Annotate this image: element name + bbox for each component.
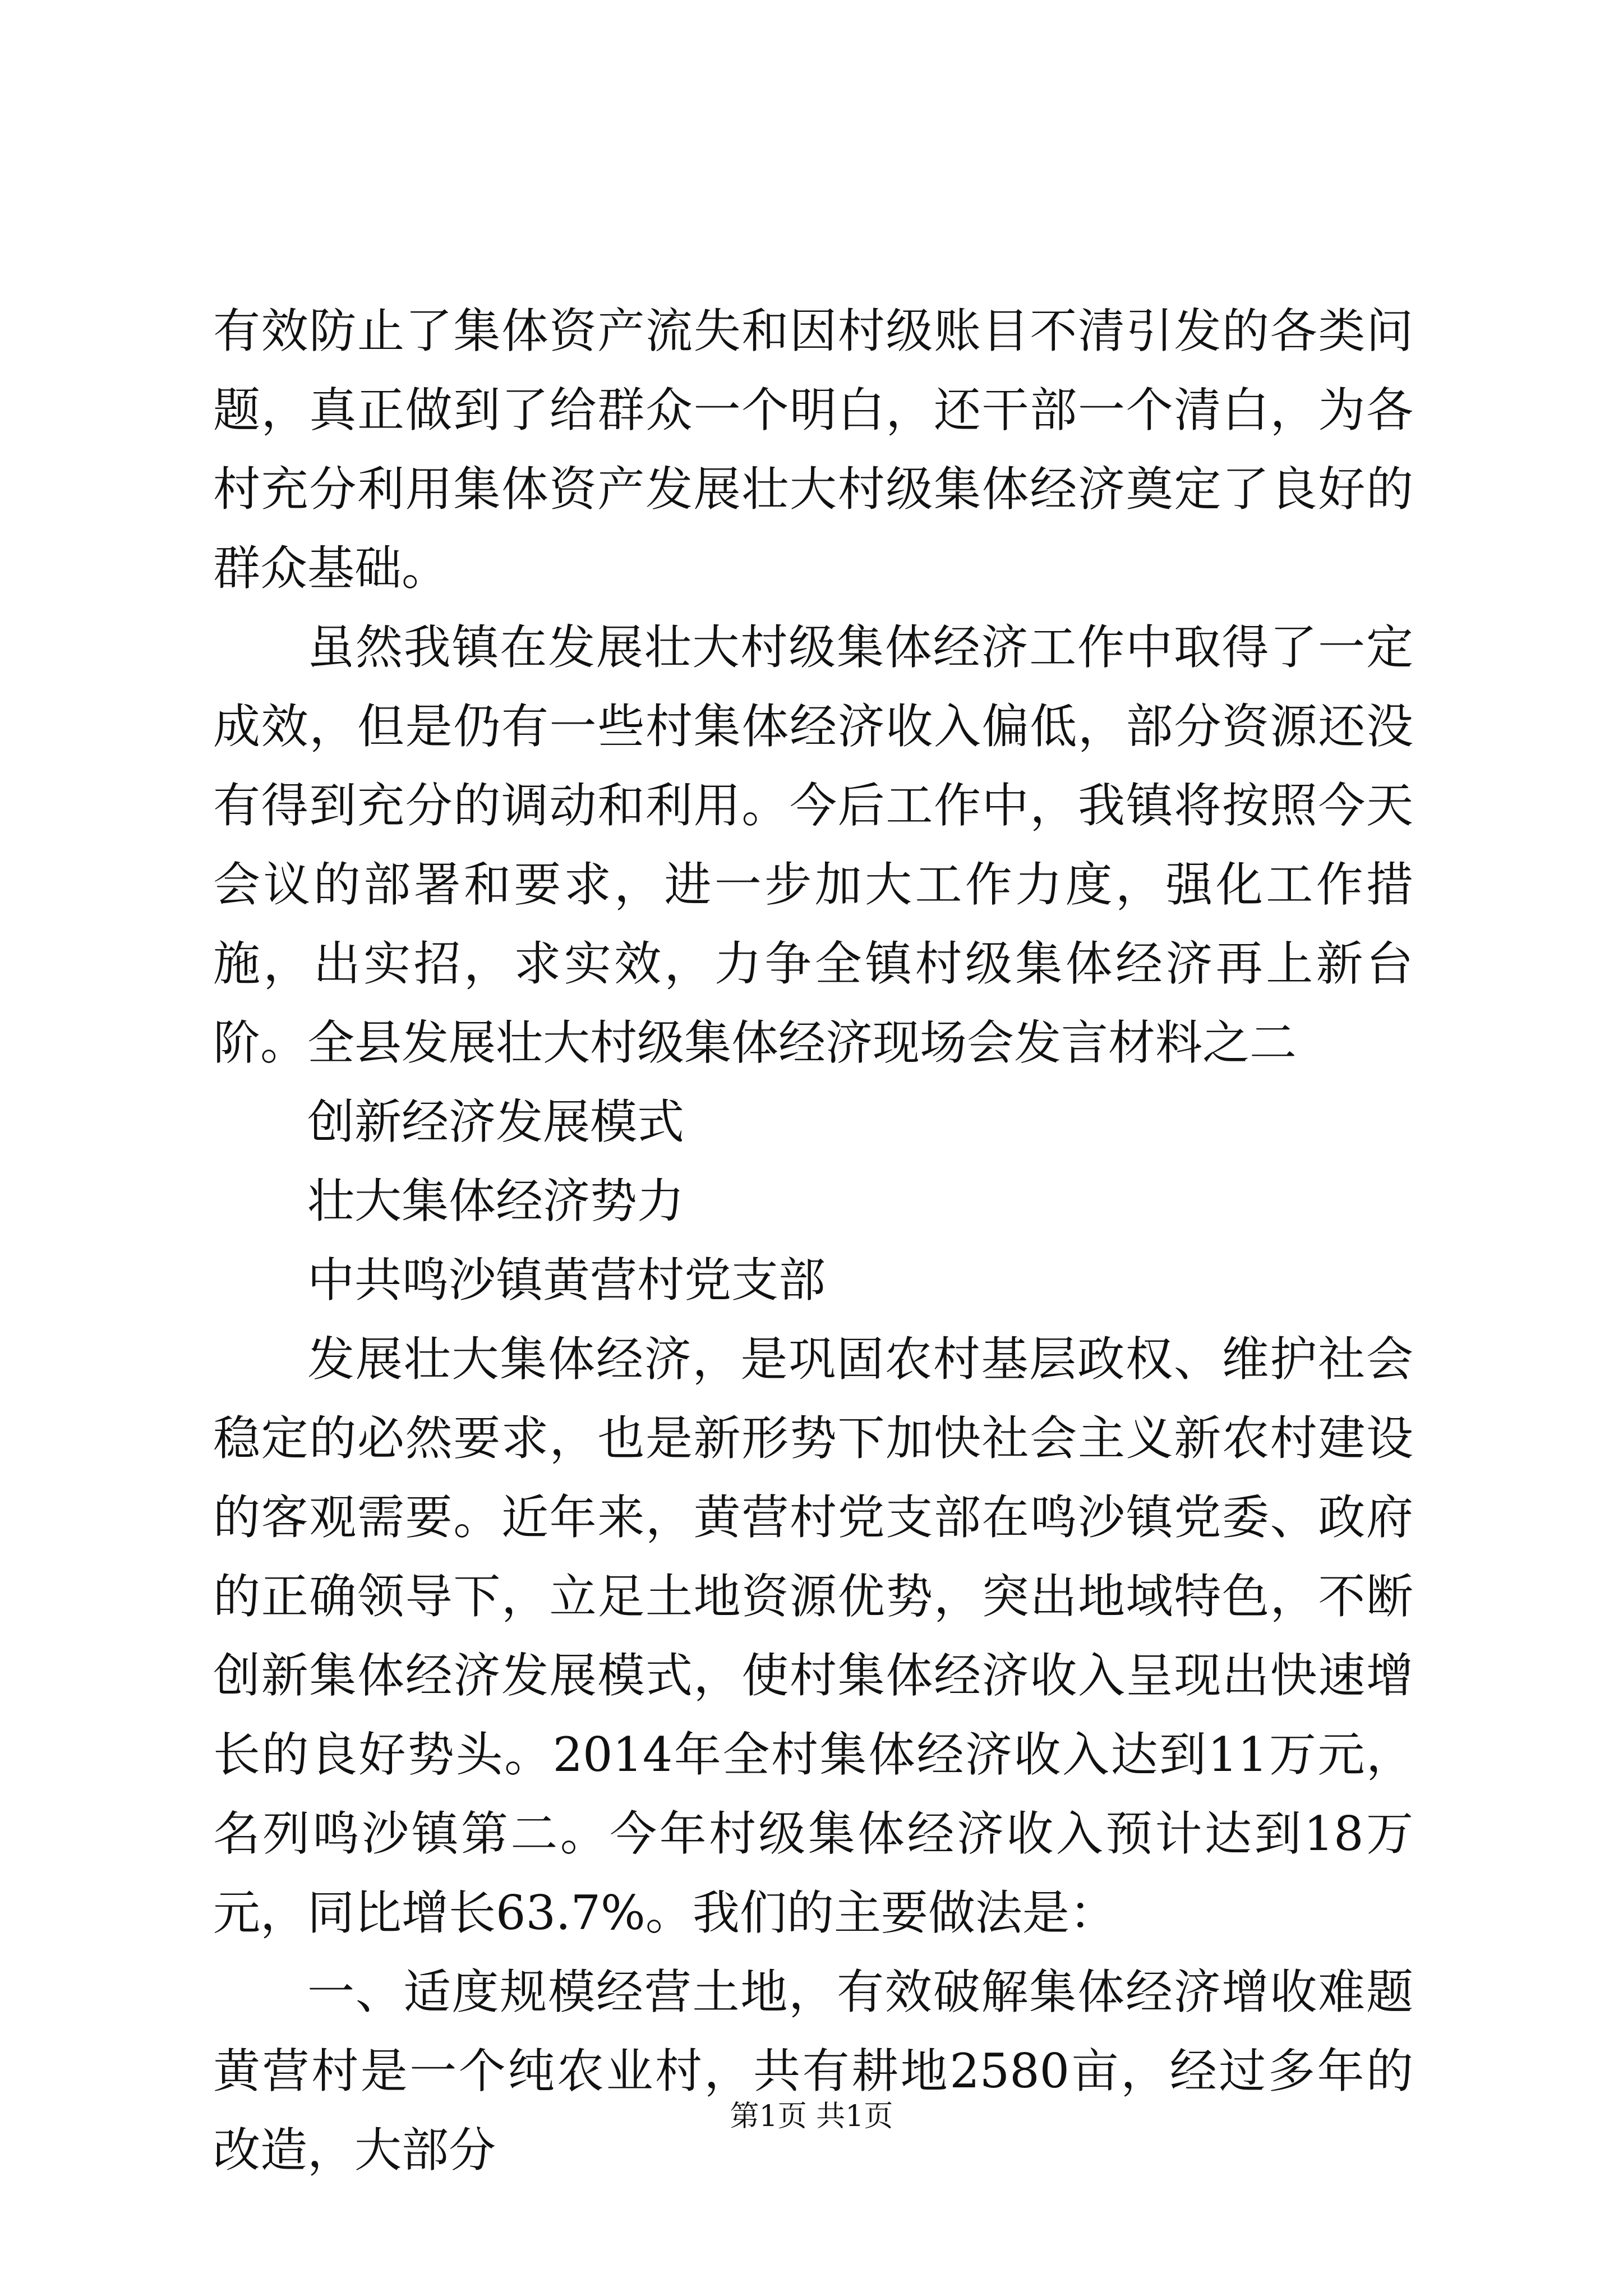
author-line: 中共鸣沙镇黄营村党支部 xyxy=(307,1253,826,1308)
page-footer: 第1页 共1页 xyxy=(730,2100,893,2133)
paragraph-3: 发展壮大集体经济，是巩固农村基层政权、维护社会稳定的必然要求，也是新形势下加快社会主义新农村建设的客观需要。近年来，黄营村党支部在鸣沙镇党委、政府的正确领导下，立足土地资源优势，突出地域特色，不断创新集体经济发展模式，使村集体经济收入呈现出快速增长的良好势头。2014年全村集体经济收入达到11万元，名列鸣沙镇第二。今年村级集体经济收入预计达到18万元，同比增长63.7%。我们的主要做法是： xyxy=(213,1332,1413,1940)
paragraph-1: 有效防止了集体资产流失和因村级账目不清引发的各类问题，真正做到了给群众一个明白，还干部一个清白，为各村充分利用集体资产发展壮大村级集体经济奠定了良好的群众基础。 xyxy=(213,303,1413,596)
section-heading-1: 创新经济发展模式 xyxy=(307,1094,685,1149)
paragraph-4: 一、适度规模经营土地，有效破解集体经济增收难题黄营村是一个纯农业村，共有耕地2580亩，经过多年的改造，大部分 xyxy=(213,1964,1413,2178)
section-heading-2: 壮大集体经济势力 xyxy=(307,1174,685,1228)
paragraph-2: 虽然我镇在发展壮大村级集体经济工作中取得了一定成效，但是仍有一些村集体经济收入偏低，部分资源还没有得到充分的调动和利用。今后工作中，我镇将按照今天会议的部署和要求，进一步加大工作力度，强化工作措施，出实招，求实效，力争全镇村级集体经济再上新台阶。全县发展壮大村级集体经济现场会发言材料之二 xyxy=(213,620,1413,1070)
document-body xyxy=(213,292,1413,2190)
